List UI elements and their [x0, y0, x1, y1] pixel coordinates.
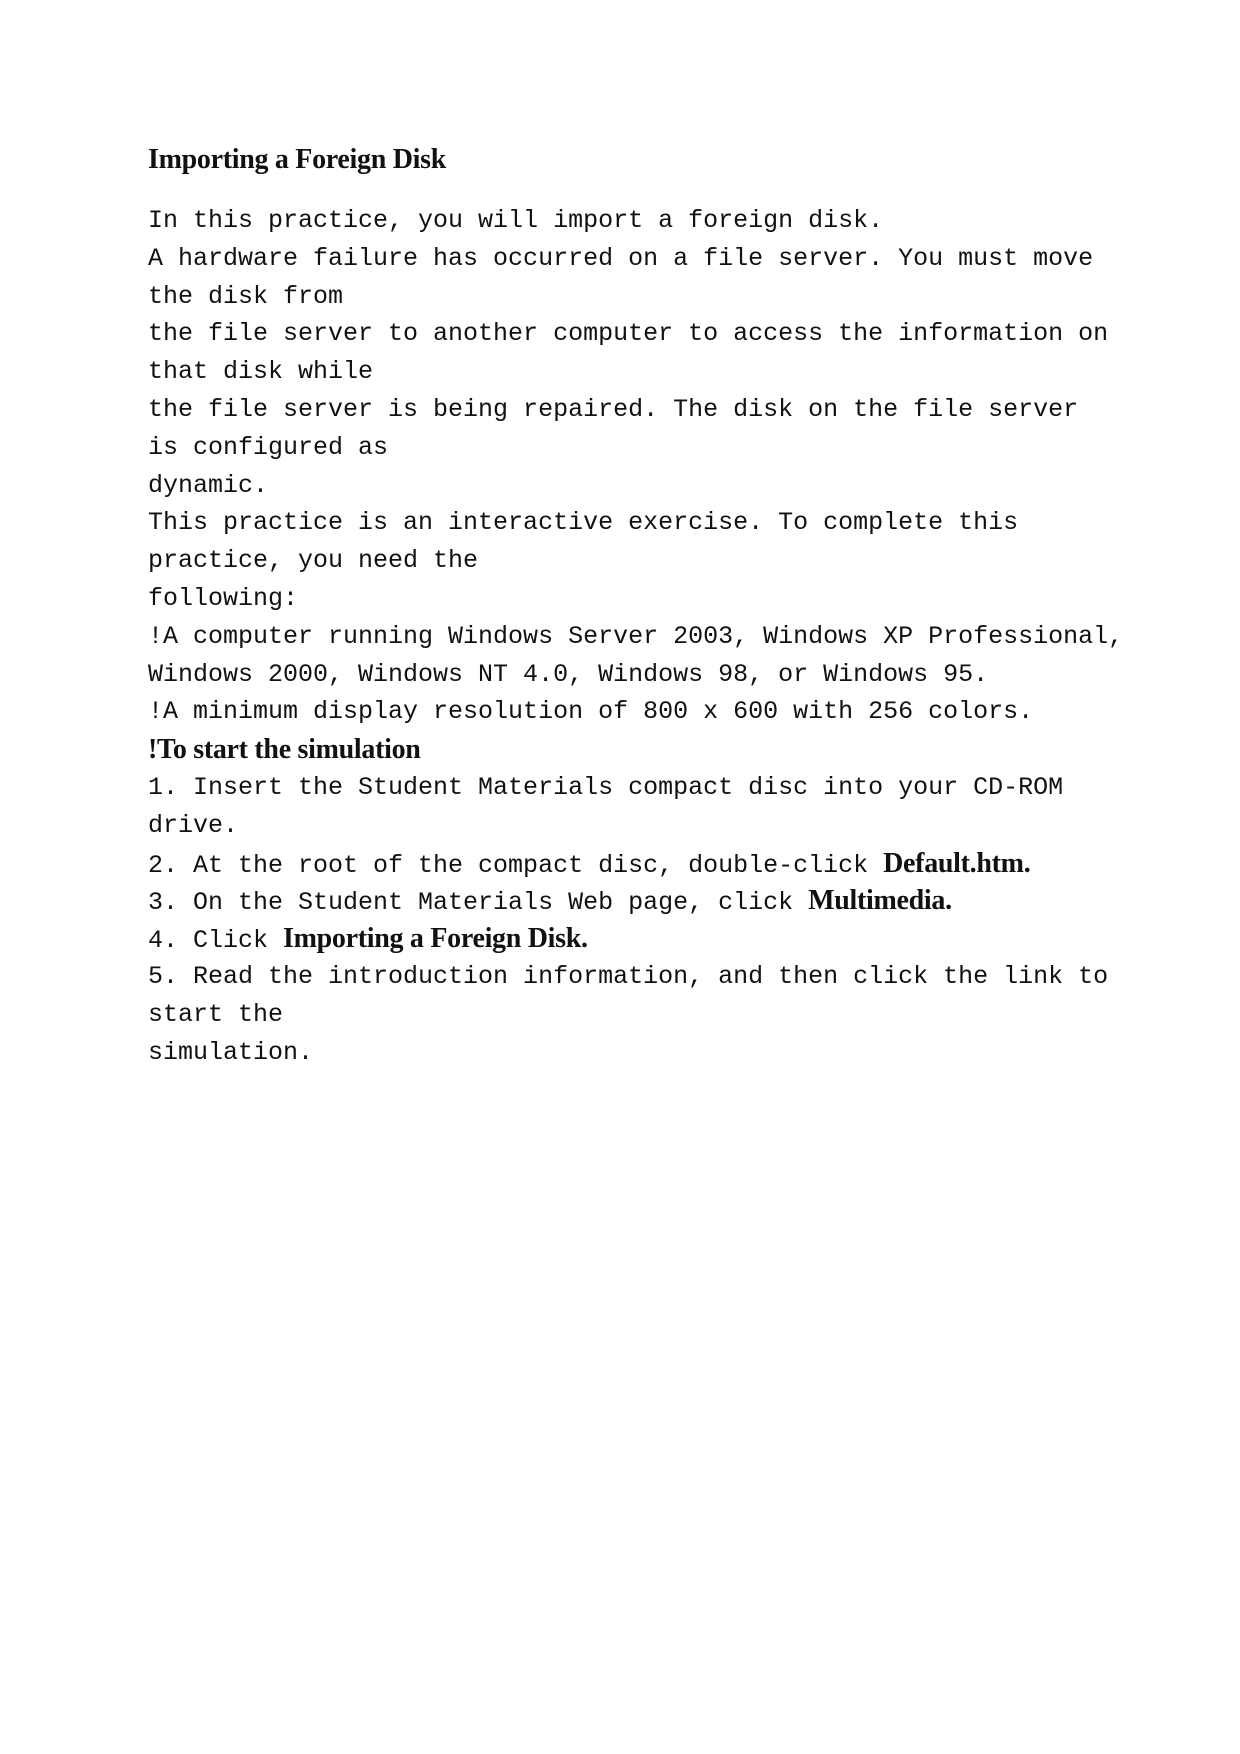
procedure-heading: !To start the simulation — [148, 734, 421, 766]
step-5-line: 5. Read the introduction information, and then click the link to — [148, 961, 1109, 991]
intro-line: the disk from — [148, 281, 344, 311]
step-3-text: 3. On the Student Materials Web page, click — [148, 888, 809, 918]
requirement-item: !A minimum display resolution of 800 x 600 with 256 colors. — [148, 697, 1034, 727]
intro-line: following: — [148, 583, 299, 613]
page-title: Importing a Foreign Disk — [148, 144, 446, 175]
intro-line: that disk while — [148, 357, 374, 387]
intro-paragraph — [148, 202, 1108, 618]
document-page — [148, 140, 1124, 1071]
intro-line: A hardware failure has occurred on a file server. You must move — [148, 243, 1094, 273]
step-3-bold: Multimedia. — [808, 885, 952, 917]
steps-list — [148, 769, 1108, 1071]
step-4 — [148, 920, 1108, 958]
step-2-bold: Default.htm. — [883, 847, 1031, 879]
intro-line: the file server is being repaired. The disk on the file server — [148, 394, 1079, 424]
step-4-text: 4. Click — [148, 926, 284, 956]
step-1-line: 1. Insert the Student Materials compact disc into your CD-ROM — [148, 772, 1064, 802]
step-5-line: simulation. — [148, 1037, 314, 1067]
step-5-line: start the — [148, 999, 284, 1029]
intro-line: is configured as — [148, 432, 389, 462]
intro-line: practice, you need the — [148, 546, 479, 576]
intro-line: In this practice, you will import a foreign disk. — [148, 206, 884, 235]
requirement-item: Windows 2000, Windows NT 4.0, Windows 98, or Windows 95. — [148, 659, 989, 689]
intro-line: dynamic. — [148, 470, 269, 500]
requirements-list — [148, 618, 1124, 731]
intro-line: the file server to another computer to access the information on — [148, 319, 1109, 349]
step-4-bold: Importing a Foreign Disk. — [283, 923, 588, 955]
step-2-text: 2. At the root of the compact disc, double-click — [148, 850, 884, 880]
step-3 — [148, 882, 1108, 920]
requirement-item: !A computer running Windows Server 2003, Windows XP Professional, — [148, 621, 1124, 651]
step-1-line: drive. — [148, 810, 239, 840]
intro-line: This practice is an interactive exercise. To complete this — [148, 508, 1019, 538]
step-2 — [148, 845, 1108, 883]
